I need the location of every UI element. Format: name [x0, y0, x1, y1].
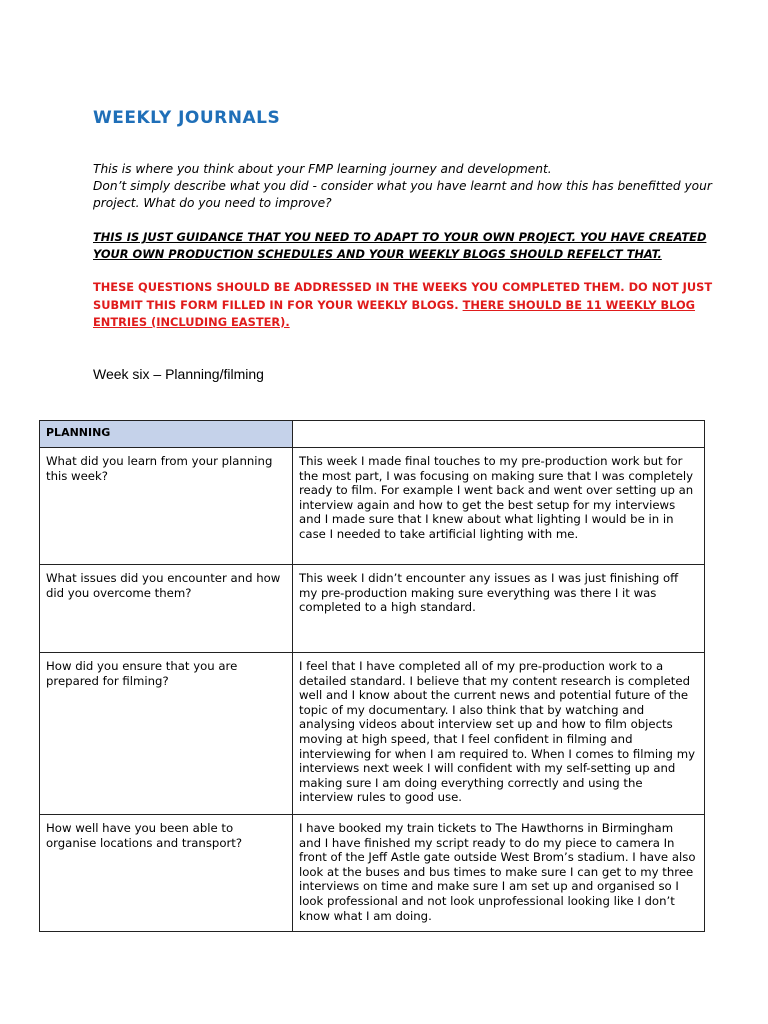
week-heading: Week six – Planning/filming	[93, 366, 264, 382]
guidance-note: THIS IS JUST GUIDANCE THAT YOU NEED TO ADAPT TO YOUR OWN PROJECT. YOU HAVE CREATED YOUR OWN PRODUCTION SCHEDULES AND YOUR WEEKLY BLOGS SHOULD REFELCT THAT.	[93, 230, 707, 261]
table-header-planning: PLANNING	[40, 421, 293, 448]
intro-line-2: Don’t simply describe what you did - consider what you have learnt and how this has benefitted your project. What do you need to improve?	[93, 179, 712, 210]
answer-cell: I have booked my train tickets to The Hawthorns in Birmingham and I have finished my script ready to do my piece to camera In front of the Jeff Astle gate outside West Brom’s stadium. I have also look at the buses and bus times to make sure I can get to my three interviews on time and make sure I am set up and organised so I look professional and not look unprofessional looking like I don’t know what I am doing.	[293, 815, 705, 932]
warning-text: THESE QUESTIONS SHOULD BE ADDRESSED IN THE WEEKS YOU COMPLETED THEM. DO NOT JUST SUBMIT THIS FORM FILLED IN FOR YOUR WEEKLY BLOGS.	[93, 280, 713, 312]
table-header-empty	[293, 421, 705, 448]
question-cell: What did you learn from your planning this week?	[40, 448, 293, 565]
warning-note	[93, 279, 723, 332]
answer-cell: I feel that I have completed all of my pre-production work to a detailed standard. I believe that my content research is completed well and I know about the current news and potential future of the topic of my documentary. I also think that by watching and analysing videos about interview set up and how to film objects moving at high speed, that I feel confident in filming and interviewing for when I am required to. When I comes to filming my interviews next week I will confident with my self-setting up and making sure I am doing everything correctly and using the interview rules to good use.	[293, 653, 705, 815]
table-row	[40, 815, 705, 932]
answer-cell: This week I made final touches to my pre-production work but for the most part, I was focusing on making sure that I was completely ready to film. For example I went back and went over setting up an interview again and how to get the best setup for my interviews and I made sure that I knew about what lighting I would be in in case I needed to take artificial lighting with me.	[293, 448, 705, 565]
page-title: WEEKLY JOURNALS	[93, 108, 281, 128]
answer-cell: This week I didn’t encounter any issues as I was just finishing off my pre-production making sure everything was there I it was completed to a high standard.	[293, 565, 705, 653]
table-header-row	[40, 421, 705, 448]
table-row	[40, 653, 705, 815]
table-row	[40, 565, 705, 653]
planning-table	[39, 420, 705, 932]
intro-text	[93, 161, 713, 212]
question-cell: What issues did you encounter and how did you overcome them?	[40, 565, 293, 653]
warning-underlined-text: THERE SHOULD BE 11 WEEKLY BLOG ENTRIES (INCLUDING EASTER).	[93, 297, 696, 329]
table-row	[40, 448, 705, 565]
question-cell: How well have you been able to organise locations and transport?	[40, 815, 293, 932]
question-cell: How did you ensure that you are prepared for filming?	[40, 653, 293, 815]
intro-line-1: This is where you think about your FMP learning journey and development.	[93, 162, 552, 176]
